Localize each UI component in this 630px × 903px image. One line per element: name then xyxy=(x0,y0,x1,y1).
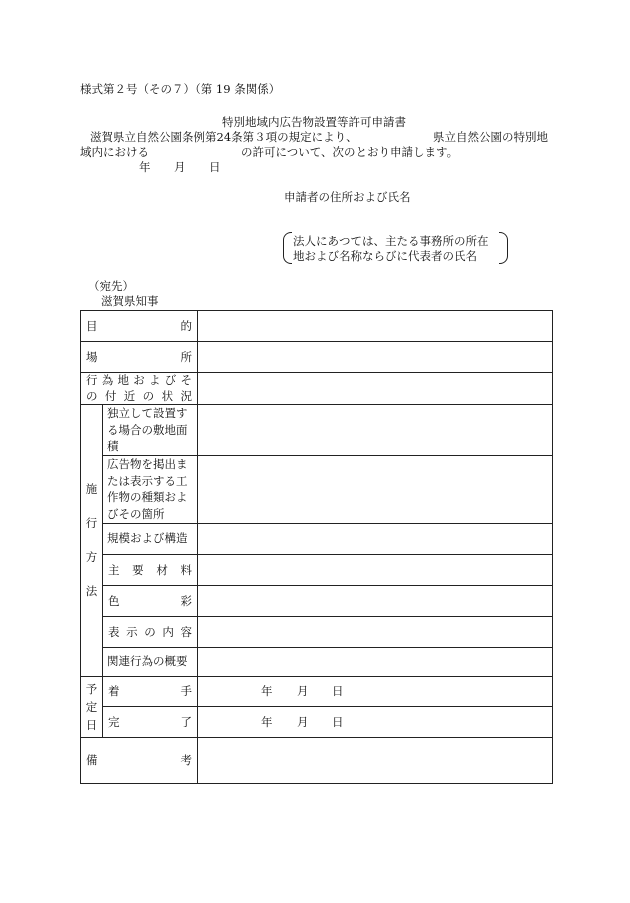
application-table xyxy=(80,310,553,784)
completion-day: 日 xyxy=(332,714,344,729)
date-month: 月 xyxy=(174,160,186,174)
surroundings-line2-char: 近 xyxy=(123,388,136,403)
surroundings-line1-char: び xyxy=(164,373,177,387)
field-site-area[interactable] xyxy=(198,405,553,456)
corp-note-line2: 地および名称ならびに代表者の氏名 xyxy=(293,249,477,263)
color-char: 彩 xyxy=(180,593,192,608)
display-content-char: の xyxy=(144,624,156,639)
schedule-group-char: 定 xyxy=(85,699,98,714)
right-bracket xyxy=(499,232,508,264)
display-content-char: 内 xyxy=(162,624,174,639)
completion-year: 年 xyxy=(261,714,273,729)
field-ad-type[interactable] xyxy=(198,456,553,524)
field-color[interactable] xyxy=(198,585,553,616)
surroundings-line1-char: よ xyxy=(149,373,161,387)
label-display-content xyxy=(103,616,198,647)
label-purpose xyxy=(81,311,198,342)
purpose-char: 目 xyxy=(86,319,98,333)
body-line2-a: 域内における xyxy=(80,145,149,159)
surroundings-line2-char: の xyxy=(86,388,98,403)
label-scale-structure: 規模および構造 xyxy=(103,523,198,554)
label-color xyxy=(103,585,198,616)
form-number: 様式第２号（その７）（第 19 条関係） xyxy=(80,82,281,96)
corp-note-line1: 法人にあつては、主たる事務所の所在 xyxy=(293,234,489,248)
label-site-area: 独立して設置する場合の敷地面積 xyxy=(103,405,198,456)
label-related-acts: 関連行為の概要 xyxy=(103,647,198,676)
surroundings-line1-char: お xyxy=(133,373,145,387)
main-material-char: 材 xyxy=(156,562,168,577)
row-scale xyxy=(81,523,553,554)
label-surroundings xyxy=(81,373,198,405)
main-material-char: 主 xyxy=(108,562,120,577)
form-title: 特別地域内広告物設置等許可申請書 xyxy=(222,115,406,129)
display-content-char: 示 xyxy=(126,624,138,639)
start-char: 着 xyxy=(108,684,120,699)
field-location[interactable] xyxy=(198,342,553,373)
corporate-note xyxy=(283,232,508,264)
label-method-group xyxy=(81,405,103,677)
row-color xyxy=(81,585,553,616)
field-purpose[interactable] xyxy=(198,311,553,342)
row-display-content xyxy=(81,616,553,647)
remarks-char: 考 xyxy=(180,753,192,768)
applicant-label: 申請者の住所および氏名 xyxy=(284,190,411,204)
purpose-char: 的 xyxy=(180,319,192,333)
body-line2-b: の許可について、次のとおり申請します。 xyxy=(241,145,459,159)
date-year: 年 xyxy=(139,160,151,174)
field-display-content[interactable] xyxy=(198,616,553,647)
main-material-char: 料 xyxy=(180,562,192,577)
field-surroundings[interactable] xyxy=(198,373,553,405)
surroundings-line2-char: 況 xyxy=(180,388,192,403)
label-start xyxy=(103,676,198,706)
row-site-area xyxy=(81,405,553,456)
field-related-acts[interactable] xyxy=(198,647,553,676)
method-group-char: 行 xyxy=(85,516,98,531)
label-location xyxy=(81,342,198,373)
row-ad-type xyxy=(81,456,553,524)
recipient-label: （宛先） xyxy=(88,279,134,293)
completion-month: 月 xyxy=(297,714,309,729)
surroundings-line2-char: の xyxy=(142,388,155,403)
body-line1-a: 滋賀県立自然公園条例第24条第３項の規定により、 xyxy=(90,130,358,144)
start-char: 手 xyxy=(180,684,192,699)
row-location xyxy=(81,342,553,373)
label-remarks xyxy=(81,737,198,783)
surroundings-line1-char: 為 xyxy=(101,373,114,387)
label-main-material xyxy=(103,554,198,585)
row-purpose xyxy=(81,311,553,342)
label-ad-type: 広告物を掲出または表示する工作物の種類およびその箇所 xyxy=(103,456,198,524)
location-char: 場 xyxy=(86,350,98,364)
surroundings-line1-char: そ xyxy=(180,373,192,387)
method-group-char: 施 xyxy=(85,482,98,497)
surroundings-line1-char: 地 xyxy=(117,373,129,387)
row-related-acts xyxy=(81,647,553,676)
field-remarks[interactable] xyxy=(198,737,553,783)
main-material-char: 要 xyxy=(132,562,144,577)
completion-char: 了 xyxy=(180,714,192,729)
schedule-group-char: 日 xyxy=(85,717,98,732)
row-completion xyxy=(81,706,553,737)
row-surroundings xyxy=(81,373,553,405)
field-scale-structure[interactable] xyxy=(198,523,553,554)
surroundings-line2-char: 付 xyxy=(104,388,117,403)
left-bracket xyxy=(283,232,292,264)
surroundings-line1-char: 行 xyxy=(86,373,98,387)
field-start-date[interactable] xyxy=(198,676,553,706)
row-start xyxy=(81,676,553,706)
color-char: 色 xyxy=(108,593,120,608)
row-material xyxy=(81,554,553,585)
start-day: 日 xyxy=(332,684,344,699)
completion-char: 完 xyxy=(108,714,120,729)
remarks-char: 備 xyxy=(86,753,98,768)
method-group-char: 方 xyxy=(85,550,98,565)
display-content-char: 表 xyxy=(108,624,120,639)
body-line1-b: 県立自然公園の特別地 xyxy=(433,130,548,144)
start-month: 月 xyxy=(297,684,309,699)
recipient-name: 滋賀県知事 xyxy=(101,294,159,308)
display-content-char: 容 xyxy=(180,624,192,639)
date-day: 日 xyxy=(209,160,221,174)
row-remarks xyxy=(81,737,553,783)
label-completion xyxy=(103,706,198,737)
schedule-group-char: 予 xyxy=(85,681,98,696)
method-group-char: 法 xyxy=(85,584,98,599)
surroundings-line2-char: 状 xyxy=(161,388,174,403)
field-completion-date[interactable] xyxy=(198,706,553,737)
field-main-material[interactable] xyxy=(198,554,553,585)
location-char: 所 xyxy=(180,350,192,364)
label-schedule-group xyxy=(81,676,103,737)
start-year: 年 xyxy=(261,684,273,699)
